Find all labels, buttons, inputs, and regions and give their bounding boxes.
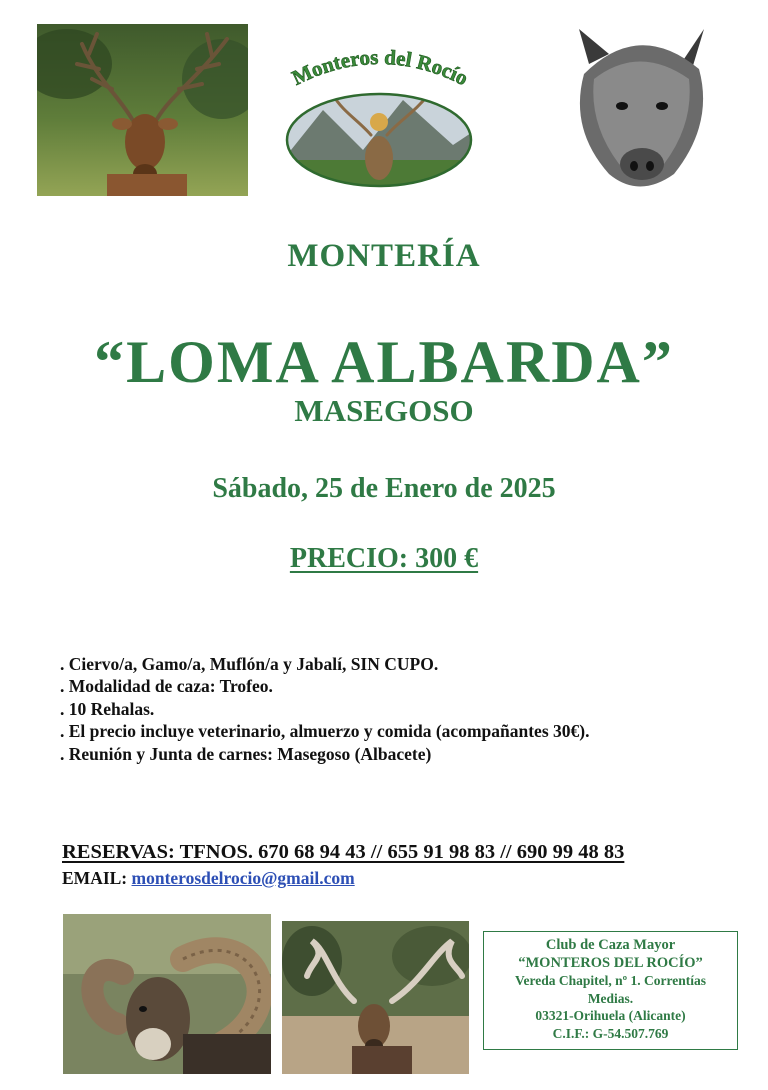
club-info-box [483, 931, 738, 1050]
details-list [60, 653, 740, 765]
detail-item-rehalas: . 10 Rehalas. [60, 698, 155, 719]
price-text: PRECIO: 300 € [289, 543, 479, 574]
event-location: MASEGOSO [294, 393, 474, 428]
club-logo [263, 40, 495, 190]
svg-text:Monteros del Rocío [288, 45, 472, 90]
deer-stag-photo [37, 24, 248, 196]
club-address-line2: Medias. [587, 990, 634, 1006]
detail-item-price-includes: . El precio incluye veterinario, almuerzo y comida (acompañantes 30€). [60, 721, 590, 742]
fallow-deer-photo [282, 921, 469, 1074]
event-date: Sábado, 25 de Enero de 2025 [212, 473, 556, 504]
detail-item-species: . Ciervo/a, Gamo/a, Muflón/a y Jabalí, SIN CUPO. [60, 654, 439, 674]
email-line [62, 868, 355, 889]
club-postal: 03321-Orihuela (Alicante) [535, 1008, 686, 1024]
logo-text: Monteros del Rocío [288, 44, 473, 91]
club-name: “MONTEROS DEL ROCÍO” [518, 954, 703, 971]
event-price [0, 543, 768, 575]
club-cif: C.I.F.: G-54.507.769 [552, 1025, 669, 1041]
mouflon-photo [63, 914, 271, 1074]
reservations-phones: RESERVAS: TFNOS. 670 68 94 43 // 655 91 98 83 // 690 99 48 83 [62, 841, 625, 863]
email-label: EMAIL: [62, 868, 128, 888]
detail-item-modality: . Modalidad de caza: Trofeo. [60, 676, 273, 697]
event-heading: MONTERÍA [287, 238, 481, 274]
event-title: “LOMA ALBARDA” [94, 329, 674, 395]
email-link[interactable]: monterosdelrocio@gmail.com [131, 868, 355, 888]
wild-boar-drawing [564, 24, 714, 194]
detail-item-meeting: . Reunión y Junta de carnes: Masegoso (Albacete) [60, 743, 432, 764]
club-address-line1: Vereda Chapitel, nº 1. Correntías [515, 973, 706, 989]
club-type: Club de Caza Mayor [545, 937, 676, 953]
